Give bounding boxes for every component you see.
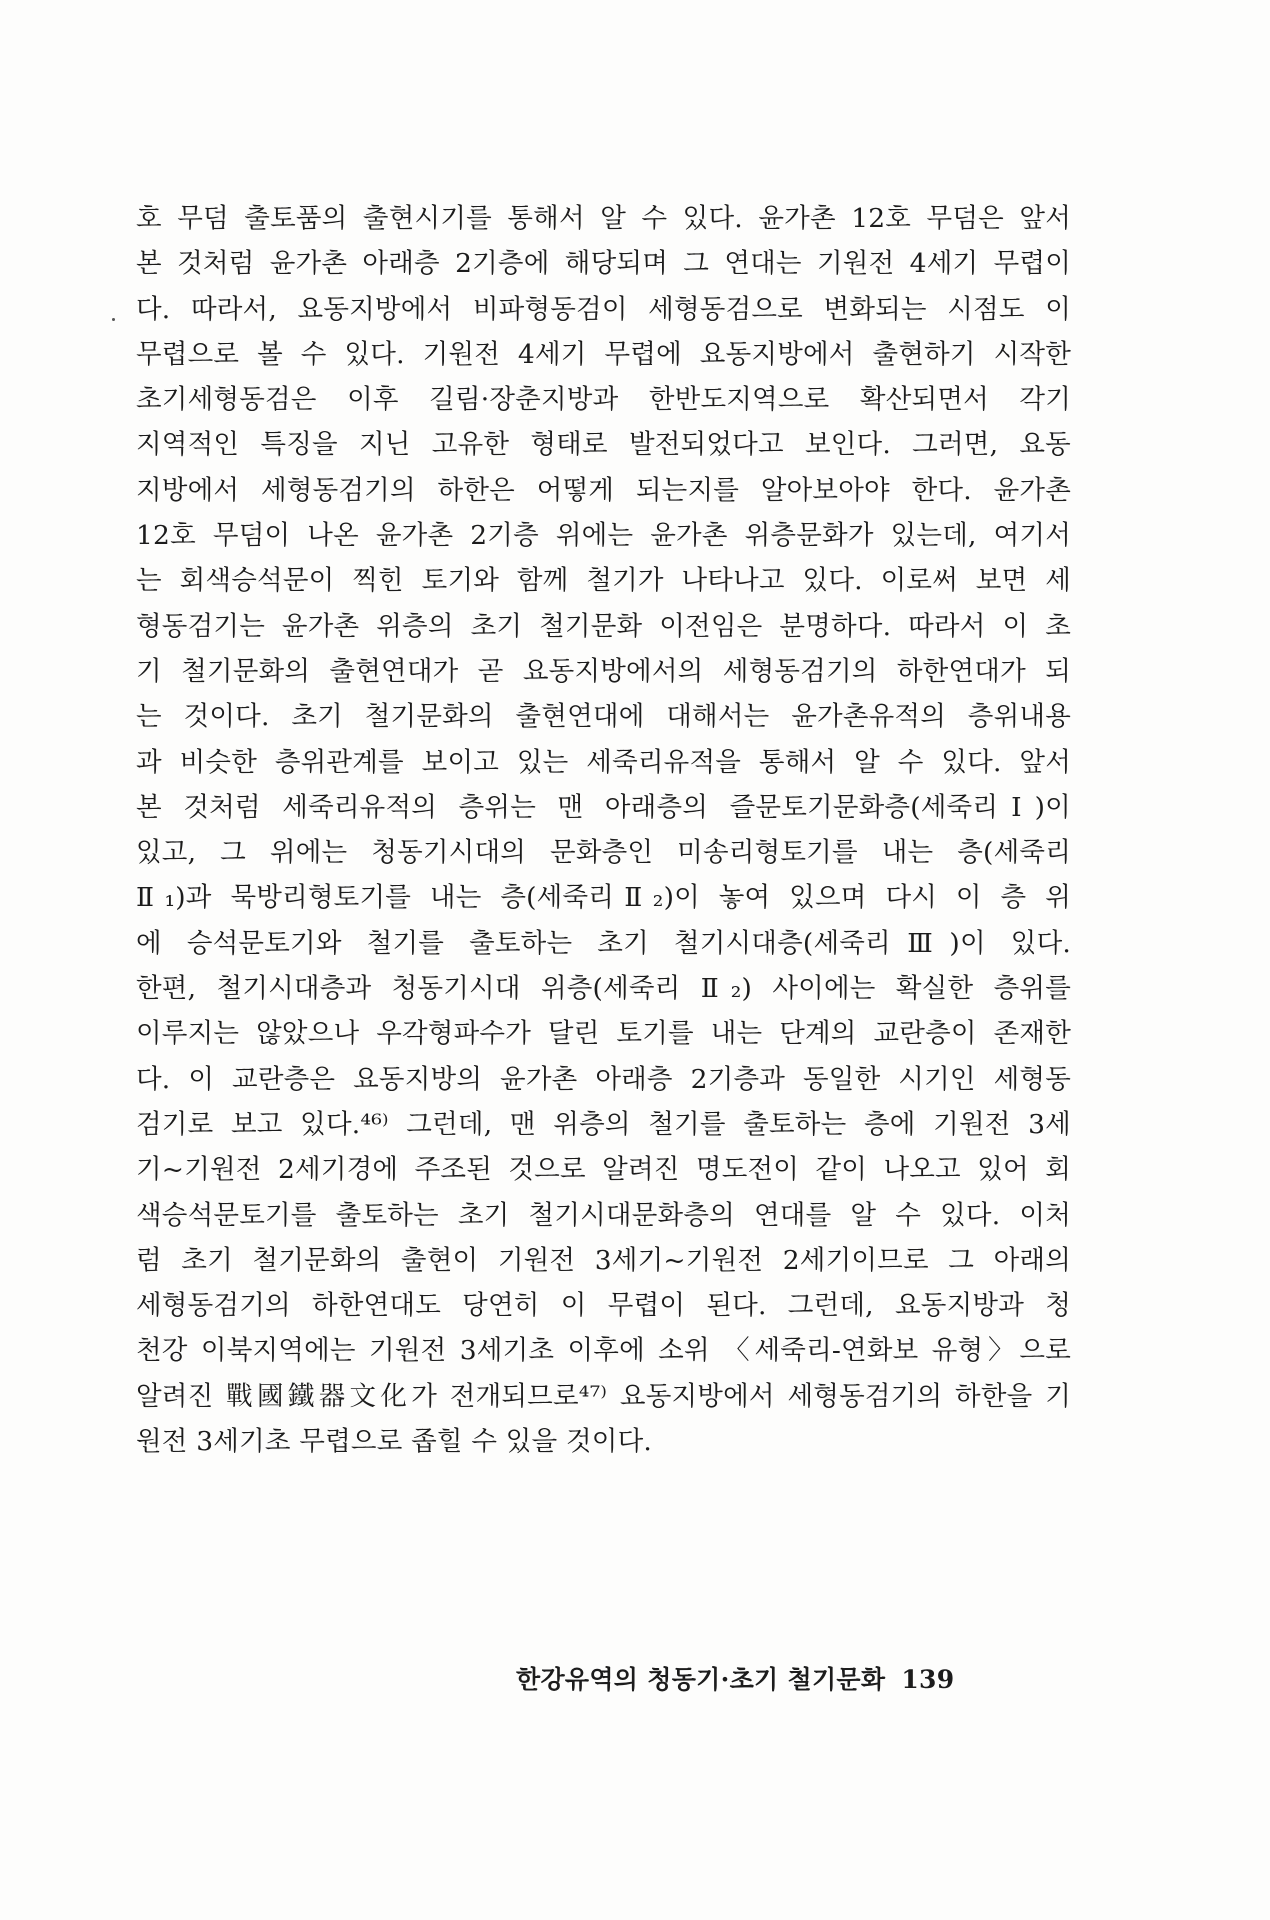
text-line: 기 철기문화의 출현연대가 곧 요동지방에서의 세형동검기의 하한연대가 되 <box>136 655 1071 687</box>
text-line: 다. 따라서, 요동지방에서 비파형동검이 세형동검으로 변화되는 시점도 이 <box>136 293 1071 325</box>
page-number: 139 <box>901 1665 955 1694</box>
text-line: 세형동검기의 하한연대도 당연히 이 무렵이 된다. 그런데, 요동지방과 청 <box>136 1290 1072 1322</box>
text-line: 형동검기는 윤가촌 위층의 초기 철기문화 이전임은 분명하다. 따라서 이 초 <box>136 610 1071 642</box>
footer-title: 한강유역의 청동기·초기 철기문화 <box>516 1665 886 1694</box>
text-line: 는 것이다. 초기 철기문화의 출현연대에 대해서는 윤가촌유적의 층위내용 <box>136 701 1071 733</box>
text-line: 검기로 보고 있다.⁴⁶⁾ 그런데, 맨 위층의 철기를 출토하는 층에 기원전 3세 <box>136 1108 1071 1140</box>
text-line: 기~기원전 2세기경에 주조된 것으로 알려진 명도전이 같이 나오고 있어 회 <box>136 1154 1071 1186</box>
text-line: 과 비슷한 층위관계를 보이고 있는 세죽리유적을 통해서 알 수 있다. 앞서 <box>136 746 1071 778</box>
text-line: 천강 이북지역에는 기원전 3세기초 이후에 소위 〈세죽리-연화보 유형〉으로 <box>136 1335 1071 1367</box>
stray-ink-mark <box>112 318 115 321</box>
text-line: 는 회색승석문이 찍힌 토기와 함께 철기가 나타나고 있다. 이로써 보면 세 <box>136 565 1071 597</box>
text-line: Ⅱ₁)과 묵방리형토기를 내는 층(세죽리Ⅱ₂)이 놓여 있으며 다시 이 층 위 <box>136 882 1071 914</box>
running-footer <box>516 1660 1016 1696</box>
text-line: 있고, 그 위에는 청동기시대의 문화층인 미송리형토기를 내는 층(세죽리 <box>136 837 1071 869</box>
text-line: 색승석문토기를 출토하는 초기 철기시대문화층의 연대를 알 수 있다. 이처 <box>136 1199 1071 1231</box>
text-line: 알려진 戰國鐵器文化가 전개되므로⁴⁷⁾ 요동지방에서 세형동검기의 하한을 기 <box>136 1380 1071 1412</box>
text-line: 이루지는 않았으나 우각형파수가 달린 토기를 내는 단계의 교란층이 존재한 <box>136 1018 1071 1050</box>
body-text <box>136 196 1071 1464</box>
text-line: 지방에서 세형동검기의 하한은 어떻게 되는지를 알아보아야 한다. 윤가촌 <box>136 474 1071 506</box>
text-line: 럼 초기 철기문화의 출현이 기원전 3세기~기원전 2세기이므로 그 아래의 <box>136 1244 1071 1276</box>
text-line: 12호 무덤이 나온 윤가촌 2기층 위에는 윤가촌 위층문화가 있는데, 여기서 <box>136 520 1071 552</box>
text-line: 다. 이 교란층은 요동지방의 윤가촌 아래층 2기층과 동일한 시기인 세형동 <box>136 1063 1071 1095</box>
text-line: 초기세형동검은 이후 길림·장춘지방과 한반도지역으로 확산되면서 각기 <box>136 384 1071 416</box>
text-line: 원전 3세기초 무렵으로 좁힐 수 있을 것이다. <box>136 1426 653 1458</box>
text-line: 호 무덤 출토품의 출현시기를 통해서 알 수 있다. 윤가촌 12호 무덤은 앞서 <box>136 203 1071 234</box>
text-line: 지역적인 특징을 지닌 고유한 형태로 발전되었다고 보인다. 그러면, 요동 <box>136 429 1071 461</box>
text-line: 본 것처럼 윤가촌 아래층 2기층에 해당되며 그 연대는 기원전 4세기 무렵이 <box>136 248 1071 280</box>
text-line: 에 승석문토기와 철기를 출토하는 초기 철기시대층(세죽리Ⅲ)이 있다. <box>136 927 1071 959</box>
text-line: 한편, 철기시대층과 청동기시대 위층(세죽리 Ⅱ₂) 사이에는 확실한 층위를 <box>136 973 1071 1005</box>
text-line: 무렵으로 볼 수 있다. 기원전 4세기 무렵에 요동지방에서 출현하기 시작한 <box>136 338 1071 370</box>
text-line: 본 것처럼 세죽리유적의 층위는 맨 아래층의 즐문토기문화층(세죽리Ⅰ)이 <box>136 791 1071 823</box>
